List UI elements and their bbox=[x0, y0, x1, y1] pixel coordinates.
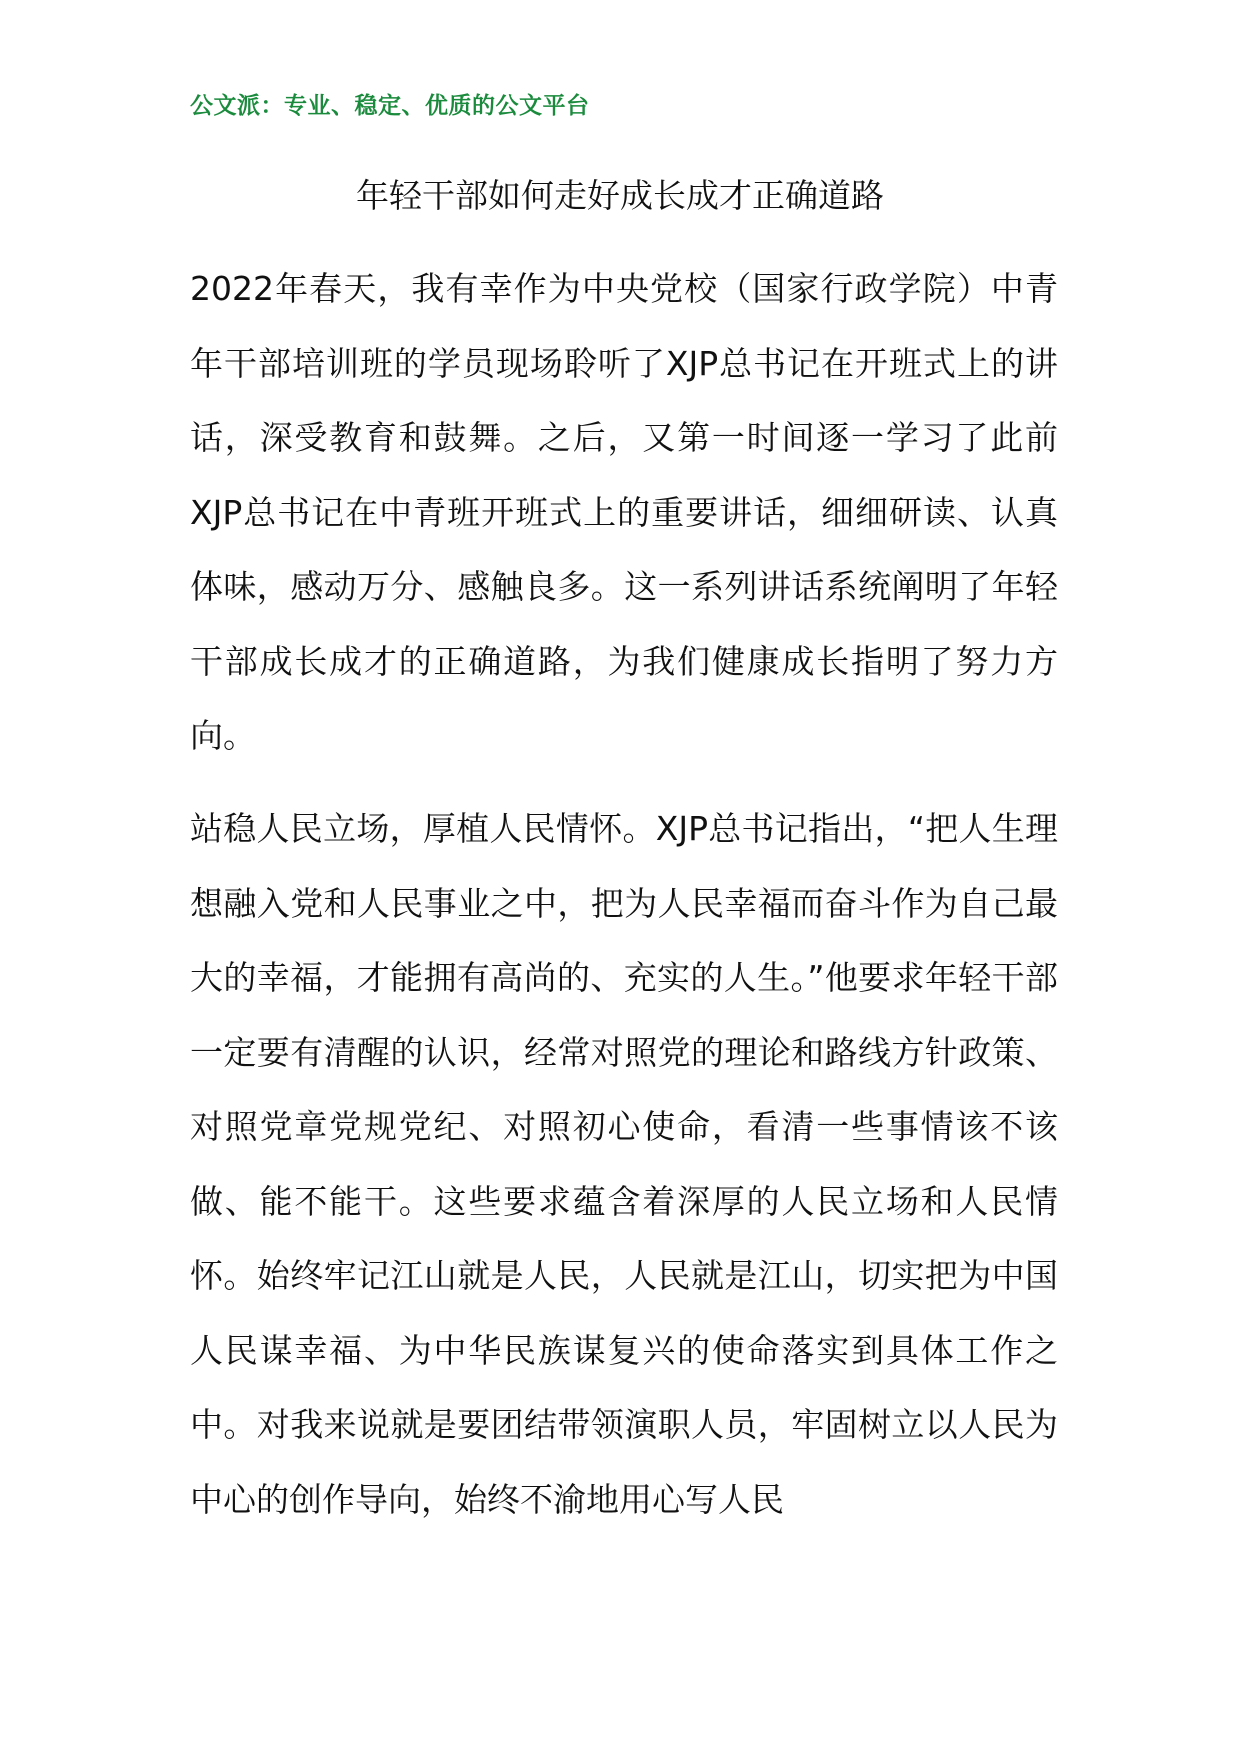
site-header: 公文派：专业、稳定、优质的公文平台 bbox=[190, 93, 590, 119]
document-title: 年轻干部如何走好成长成才正确道路 bbox=[356, 176, 884, 215]
paragraph-1: 2022年春天，我有幸作为中央党校（国家行政学院）中青年干部培训班的学员现场聆听了XJP总书记在开班式上的讲话，深受教育和鼓舞。之后，又第一时间逐一学习了此前XJP总书记在中青班开班式上的重要讲话，细细研读、认真体味，感动万分、感触良多。这一系列讲话系统阐明了年轻干部成长成才的正确道路，为我们健康成长指明了努力方向。 bbox=[190, 269, 1058, 755]
paragraph-2: 站稳人民立场，厚植人民情怀。XJP总书记指出，“把人生理想融入党和人民事业之中，把为人民幸福而奋斗作为自己最大的幸福，才能拥有高尚的、充实的人生。”他要求年轻干部一定要有清醒的认识，经常对照党的理论和路线方针政策、对照党章党规党纪、对照初心使命，看清一些事情该不该做、能不能干。这些要求蕴含着深厚的人民立场和人民情怀。始终牢记江山就是人民，人民就是江山，切实把为中国人民谋幸福、为中华民族谋复兴的使命落实到具体工作之中。对我来说就是要团结带领演职人员，牢固树立以人民为中心的创作导向，始终不渝地用心写人民 bbox=[190, 809, 1058, 1519]
